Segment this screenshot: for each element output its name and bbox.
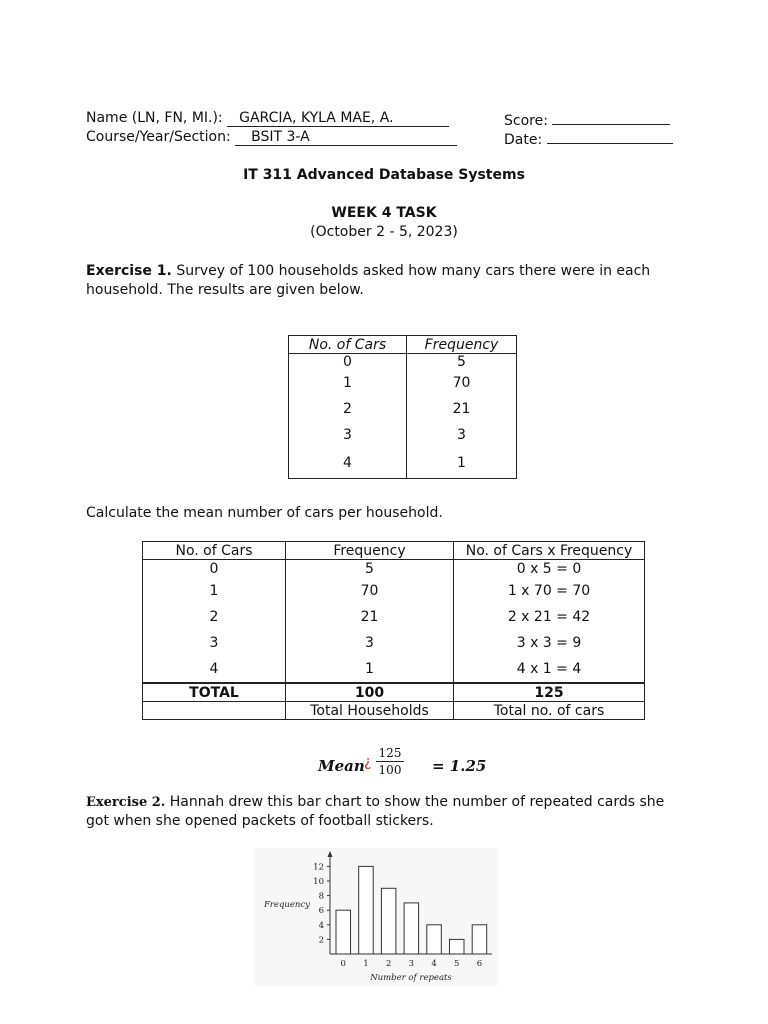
table-cell: 4 x 1 = 4 <box>454 656 645 683</box>
name-line <box>86 110 449 127</box>
table-cell: 3 <box>143 630 286 656</box>
table-cell: 4 <box>289 448 407 479</box>
table-header: Frequency <box>286 542 454 560</box>
table-cell: 2 <box>289 396 407 422</box>
table-cell: 0 <box>143 560 286 579</box>
total-label: TOTAL <box>143 683 286 702</box>
x-tick-label: 4 <box>431 959 437 969</box>
mean-glyph: ¿ <box>364 754 372 770</box>
table-cell: Total no. of cars <box>454 702 645 720</box>
table-cell: 70 <box>286 578 454 604</box>
exercise1-body: Survey of 100 households asked how many cars there were in each household. The results are given below. <box>86 263 651 298</box>
table-cell: 1 <box>407 448 517 479</box>
total-households: 100 <box>286 683 454 702</box>
bar <box>450 939 465 954</box>
table-row <box>143 560 645 579</box>
course-label: Course/Year/Section: <box>86 129 231 145</box>
x-axis-label: Number of repeats <box>370 973 452 983</box>
table-row <box>143 656 645 683</box>
score-blank <box>552 110 670 125</box>
table-cell: Total Households <box>286 702 454 720</box>
bar <box>359 866 374 954</box>
x-tick-label: 5 <box>454 959 460 969</box>
date-line <box>504 129 673 148</box>
y-axis-label: Frequency <box>264 900 310 910</box>
table-cell: 70 <box>407 370 517 396</box>
table-cell: 0 <box>289 354 407 371</box>
table-cell: 1 x 70 = 70 <box>454 578 645 604</box>
table-cell: 1 <box>289 370 407 396</box>
date-blank <box>547 129 673 144</box>
table-header: No. of Cars <box>143 542 286 560</box>
table-row <box>143 578 645 604</box>
x-tick-label: 3 <box>408 959 415 969</box>
x-tick-label: 0 <box>340 959 346 969</box>
bar <box>427 925 442 954</box>
cars-frequency-table <box>288 335 517 479</box>
week-dates: (October 2 - 5, 2023) <box>310 224 458 240</box>
y-tick-label: 2 <box>318 935 324 946</box>
table-cell: 5 <box>286 560 454 579</box>
total-row <box>143 683 645 702</box>
table-cell: 0 x 5 = 0 <box>454 560 645 579</box>
x-tick-label: 2 <box>385 959 392 969</box>
name-value: GARCIA, KYLA MAE, A. <box>227 110 449 127</box>
table-cell: 21 <box>286 604 454 630</box>
table-header: No. of Cars <box>289 336 407 354</box>
total-cars: 125 <box>454 683 645 702</box>
table-cell: 3 <box>289 422 407 448</box>
table-row <box>289 354 517 371</box>
course-value: BSIT 3-A <box>235 129 457 146</box>
table-cell: 2 <box>143 604 286 630</box>
y-tick-label: 8 <box>318 891 324 902</box>
mean-result: = 1.25 <box>432 757 487 775</box>
course-line <box>86 129 457 146</box>
table-cell: 21 <box>407 396 517 422</box>
y-tick-label: 4 <box>318 920 324 931</box>
x-tick-label: 6 <box>476 959 483 969</box>
exercise1-text <box>86 262 666 300</box>
table-header: Frequency <box>407 336 517 354</box>
bar <box>381 888 396 954</box>
table-row <box>289 448 517 479</box>
table-cell: 4 <box>143 656 286 683</box>
table-cell: 3 <box>407 422 517 448</box>
table-cell <box>143 702 286 720</box>
fraction-numerator: 125 <box>378 746 402 760</box>
chart-background <box>254 848 498 986</box>
repeats-bar-chart <box>254 848 498 986</box>
y-tick-label: 6 <box>318 906 324 917</box>
table-row <box>143 630 645 656</box>
course-title: IT 311 Advanced Database Systems <box>243 167 525 183</box>
score-line <box>504 110 670 129</box>
table-row <box>143 604 645 630</box>
bar <box>336 910 351 954</box>
table-row <box>289 396 517 422</box>
table-cell: 3 x 3 = 9 <box>454 630 645 656</box>
bar <box>472 925 487 954</box>
table-header: No. of Cars x Frequency <box>454 542 645 560</box>
mean-formula <box>318 746 518 782</box>
table-cell: 5 <box>407 354 517 371</box>
table-cell: 1 <box>143 578 286 604</box>
exercise1-instruction: Calculate the mean number of cars per household. <box>86 505 443 521</box>
exercise2-body: Hannah drew this bar chart to show the number of repeated cards she got when she opened packets of football stickers. <box>86 794 665 829</box>
bar <box>404 903 419 954</box>
table-cell: 3 <box>286 630 454 656</box>
table-cell: 2 x 21 = 42 <box>454 604 645 630</box>
table-cell: 1 <box>286 656 454 683</box>
exercise2-text <box>86 793 666 831</box>
table-row <box>289 370 517 396</box>
x-tick-label: 1 <box>363 959 369 969</box>
y-tick-label: 12 <box>313 862 324 873</box>
date-label: Date: <box>504 132 543 148</box>
fraction-denominator: 100 <box>376 761 404 777</box>
mean-fraction <box>376 746 404 777</box>
mean-label: Mean <box>318 757 365 775</box>
y-tick-label: 10 <box>313 877 324 887</box>
week-title: WEEK 4 TASK <box>331 205 437 221</box>
exercise1-lead: Exercise 1. <box>86 263 172 279</box>
footer-row <box>143 702 645 720</box>
table-row <box>289 422 517 448</box>
exercise2-lead: Exercise 2. <box>86 795 166 810</box>
score-label: Score: <box>504 113 548 129</box>
name-label: Name (LN, FN, MI.): <box>86 110 223 126</box>
mean-calculation-table <box>142 541 645 720</box>
